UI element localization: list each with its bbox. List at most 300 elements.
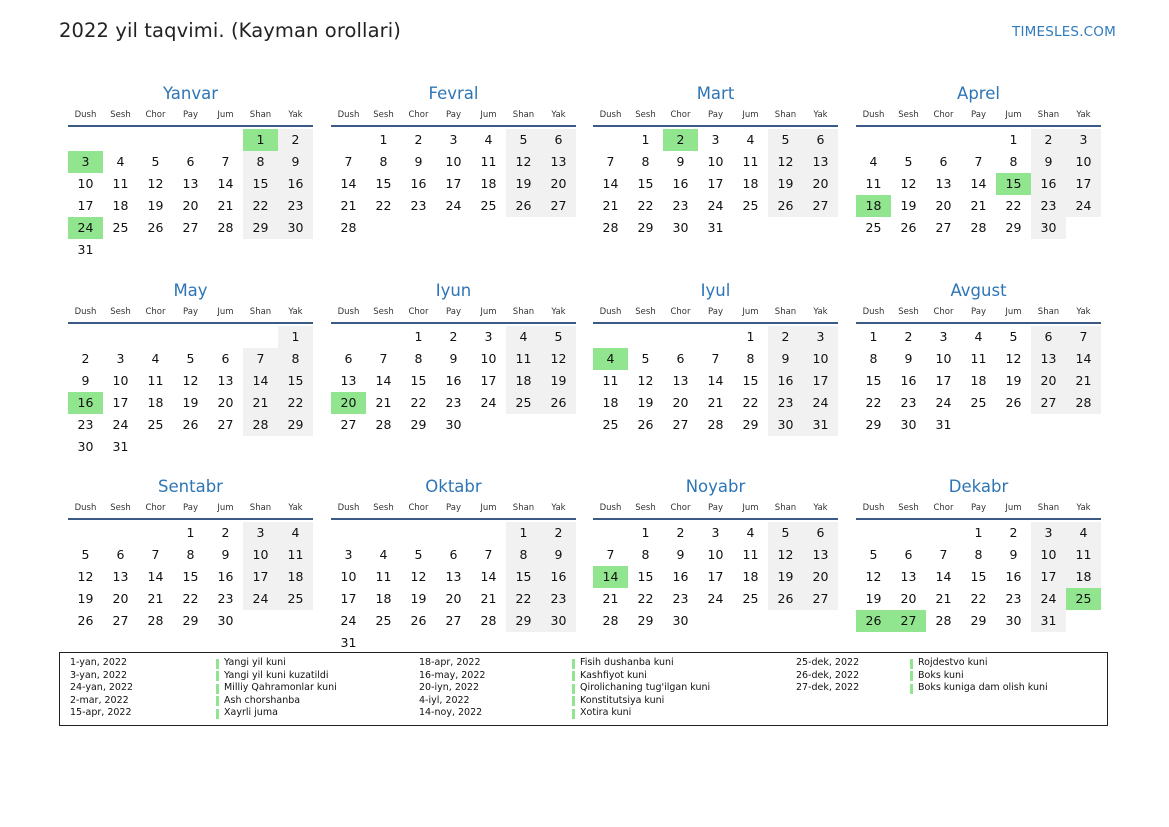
day-cell: 14 (1066, 348, 1101, 370)
day-cell: 24 (707, 591, 724, 606)
day-cell: 17 (243, 566, 278, 588)
day-cell: 30 (77, 439, 94, 454)
day-cell: 20 (803, 566, 838, 588)
legend-marker (910, 659, 913, 669)
day-cell: 16 (278, 173, 313, 195)
day-cell: 5 (1009, 329, 1018, 344)
day-cell: 14 (217, 176, 234, 191)
day-cell: 15 (278, 370, 313, 392)
day-cell: 26 (541, 392, 576, 414)
day-cell: 31 (112, 439, 129, 454)
legend-marker (216, 696, 219, 706)
weekday-label: Pay (971, 503, 986, 513)
day-cell: 8 (746, 351, 755, 366)
day-cell: 12 (77, 569, 94, 584)
day-cell: 17 (935, 373, 952, 388)
day-cell: 17 (340, 591, 357, 606)
day-cell: 1 (1009, 132, 1018, 147)
day-cell: 2 (676, 525, 685, 540)
day-cell: 20 (803, 173, 838, 195)
day-cell: 6 (186, 154, 195, 169)
header-divider (331, 322, 576, 324)
weekday-label: Jum (217, 307, 234, 317)
day-cell: 11 (742, 154, 759, 169)
month-name: Mart (696, 84, 735, 103)
day-cell: 19 (768, 173, 803, 195)
day-cell: 16 (445, 373, 462, 388)
day-cell: 3 (711, 132, 720, 147)
day-cell: 15 (637, 569, 654, 584)
legend-marker (910, 671, 913, 681)
day-cell: 21 (707, 395, 724, 410)
day-cell: 15 (410, 373, 427, 388)
weekday-label: Yak (1076, 503, 1091, 513)
day-cell: 27 (112, 613, 129, 628)
weekday-label: Chor (933, 110, 954, 120)
header-divider (331, 518, 576, 520)
weekday-label: Pay (446, 307, 461, 317)
day-cell: 15 (970, 569, 987, 584)
day-cell: 26 (1005, 395, 1022, 410)
day-cell: 10 (803, 348, 838, 370)
weekday-label: Chor (145, 110, 166, 120)
day-cell: 19 (900, 198, 917, 213)
legend-holiday-name: Qirolichaning tug'ilgan kuni (580, 682, 711, 693)
weekday-label: Sesh (110, 110, 131, 120)
legend-marker (216, 709, 219, 719)
day-cell: 6 (449, 547, 458, 562)
day-cell: 6 (904, 547, 913, 562)
day-cell: 9 (1031, 151, 1066, 173)
weekday-label: Jum (742, 503, 759, 513)
day-cell: 4 (746, 132, 755, 147)
day-cell: 17 (707, 569, 724, 584)
weekday-label: Sesh (110, 307, 131, 317)
day-cell: 13 (803, 544, 838, 566)
legend-holiday-name: Boks kuni (918, 669, 964, 681)
day-cell: 19 (77, 591, 94, 606)
weekday-label: Yak (813, 110, 828, 120)
weekday-label: Shan (249, 110, 272, 120)
day-cell: 13 (803, 151, 838, 173)
weekday-label: Dush (337, 110, 360, 120)
day-cell: 8 (414, 351, 423, 366)
day-cell: 13 (935, 176, 952, 191)
weekday-label: Sesh (898, 503, 919, 513)
day-cell: 7 (243, 348, 278, 370)
day-cell: 22 (243, 195, 278, 217)
day-cell: 21 (480, 591, 497, 606)
day-cell: 27 (1031, 392, 1066, 414)
weekday-label: Sesh (898, 110, 919, 120)
day-cell: 9 (278, 151, 313, 173)
day-cell: 28 (217, 220, 234, 235)
weekday-label: Yak (813, 307, 828, 317)
legend-holiday-name: Xayrli juma (224, 707, 278, 718)
day-cell: 24 (707, 198, 724, 213)
day-cell: 8 (1009, 154, 1018, 169)
day-cell: 20 (112, 591, 129, 606)
day-cell: 22 (506, 588, 541, 610)
weekday-label: Dush (74, 307, 97, 317)
day-cell: 25 (506, 392, 541, 414)
weekday-label: Dush (599, 110, 622, 120)
day-cell: 28 (602, 613, 619, 628)
day-cell: 29 (865, 417, 882, 432)
legend-holiday-name: Yangi yil kuni (224, 657, 286, 668)
weekday-label: Shan (774, 503, 797, 513)
legend-holiday-name: Rojdestvo kuni (918, 657, 988, 668)
weekday-label: Chor (670, 503, 691, 513)
day-cell: 23 (278, 195, 313, 217)
weekday-label: Chor (408, 307, 429, 317)
holiday-day-cell: 2 (663, 129, 698, 151)
weekday-label: Pay (708, 307, 723, 317)
day-cell: 7 (711, 351, 720, 366)
day-cell: 18 (742, 176, 759, 191)
weekday-label: Yak (288, 110, 303, 120)
weekday-label: Sesh (635, 503, 656, 513)
day-cell: 18 (1066, 566, 1101, 588)
day-cell: 18 (375, 591, 392, 606)
day-cell: 14 (480, 569, 497, 584)
day-cell: 29 (410, 417, 427, 432)
day-cell: 4 (116, 154, 125, 169)
day-cell: 30 (1031, 217, 1066, 239)
weekday-label: Shan (249, 307, 272, 317)
day-cell: 27 (935, 220, 952, 235)
day-cell: 18 (112, 198, 129, 213)
day-cell: 23 (541, 588, 576, 610)
day-cell: 25 (865, 220, 882, 235)
day-cell: 12 (865, 569, 882, 584)
weekday-label: Jum (1005, 503, 1022, 513)
day-cell: 22 (278, 392, 313, 414)
day-cell: 1 (641, 525, 650, 540)
day-cell: 19 (506, 173, 541, 195)
day-cell: 24 (480, 395, 497, 410)
day-cell: 14 (970, 176, 987, 191)
day-cell: 21 (217, 198, 234, 213)
day-cell: 4 (974, 329, 983, 344)
legend-date: 18-apr, 2022 (419, 657, 481, 668)
day-cell: 23 (768, 392, 803, 414)
day-cell: 23 (77, 417, 94, 432)
day-cell: 4 (506, 326, 541, 348)
day-cell: 10 (707, 547, 724, 562)
day-cell: 26 (637, 417, 654, 432)
weekday-label: Yak (1076, 110, 1091, 120)
day-cell: 25 (147, 417, 164, 432)
day-cell: 7 (221, 154, 230, 169)
day-cell: 24 (445, 198, 462, 213)
holiday-day-cell: 15 (996, 173, 1031, 195)
day-cell: 11 (278, 544, 313, 566)
day-cell: 20 (541, 173, 576, 195)
day-cell: 8 (243, 151, 278, 173)
day-cell: 30 (217, 613, 234, 628)
day-cell: 17 (1066, 173, 1101, 195)
weekday-label: Dush (337, 503, 360, 513)
day-cell: 5 (81, 547, 90, 562)
day-cell: 16 (217, 569, 234, 584)
day-cell: 20 (217, 395, 234, 410)
legend-marker (572, 671, 575, 681)
legend-marker (572, 684, 575, 694)
header-divider (331, 125, 576, 127)
legend-marker (216, 671, 219, 681)
legend-date: 25-dek, 2022 (796, 657, 860, 668)
day-cell: 2 (1031, 129, 1066, 151)
holiday-day-cell: 24 (68, 217, 103, 239)
day-cell: 2 (768, 326, 803, 348)
day-cell: 3 (484, 329, 493, 344)
weekday-label: Dush (74, 110, 97, 120)
day-cell: 7 (974, 154, 983, 169)
weekday-label: Chor (670, 307, 691, 317)
weekday-label: Sesh (110, 503, 131, 513)
day-cell: 21 (1066, 370, 1101, 392)
day-cell: 5 (768, 522, 803, 544)
legend-date: 3-yan, 2022 (70, 669, 127, 681)
header-divider (856, 125, 1101, 127)
weekday-label: Dush (862, 307, 885, 317)
day-cell: 23 (410, 198, 427, 213)
day-cell: 15 (243, 173, 278, 195)
day-cell: 17 (112, 395, 129, 410)
weekday-label: Dush (862, 503, 885, 513)
day-cell: 7 (606, 154, 615, 169)
day-cell: 29 (637, 613, 654, 628)
day-cell: 12 (1005, 351, 1022, 366)
day-cell: 25 (480, 198, 497, 213)
day-cell: 12 (541, 348, 576, 370)
day-cell: 6 (1031, 326, 1066, 348)
day-cell: 13 (340, 373, 357, 388)
day-cell: 7 (484, 547, 493, 562)
day-cell: 28 (970, 220, 987, 235)
month-name: Iyul (700, 281, 731, 300)
weekday-label: Jum (1005, 307, 1022, 317)
day-cell: 17 (1031, 566, 1066, 588)
day-cell: 16 (768, 370, 803, 392)
legend-date: 4-iyl, 2022 (419, 694, 470, 706)
day-cell: 26 (768, 195, 803, 217)
legend-date: 2-mar, 2022 (70, 694, 129, 706)
day-cell: 16 (541, 566, 576, 588)
day-cell: 26 (182, 417, 199, 432)
legend-marker (216, 684, 219, 694)
weekday-label: Sesh (635, 110, 656, 120)
weekday-label: Jum (480, 307, 497, 317)
day-cell: 2 (81, 351, 90, 366)
legend-date: 1-yan, 2022 (70, 657, 127, 668)
header-divider (856, 518, 1101, 520)
month-name: Oktabr (425, 477, 482, 496)
day-cell: 22 (410, 395, 427, 410)
day-cell: 13 (217, 373, 234, 388)
day-cell: 9 (449, 351, 458, 366)
day-cell: 26 (506, 195, 541, 217)
day-cell: 13 (445, 569, 462, 584)
day-cell: 5 (541, 326, 576, 348)
day-cell: 8 (641, 547, 650, 562)
weekday-label: Sesh (635, 307, 656, 317)
weekday-label: Pay (708, 503, 723, 513)
day-cell: 23 (672, 591, 689, 606)
day-cell: 10 (243, 544, 278, 566)
day-cell: 13 (541, 151, 576, 173)
day-cell: 14 (375, 373, 392, 388)
day-cell: 23 (1005, 591, 1022, 606)
weekday-label: Shan (512, 110, 535, 120)
day-cell: 3 (711, 525, 720, 540)
day-cell: 24 (1066, 195, 1101, 217)
day-cell: 30 (541, 610, 576, 632)
day-cell: 19 (541, 370, 576, 392)
month-name: Yanvar (162, 84, 219, 103)
weekday-label: Jum (742, 110, 759, 120)
day-cell: 7 (939, 547, 948, 562)
day-cell: 12 (182, 373, 199, 388)
day-cell: 12 (637, 373, 654, 388)
day-cell: 3 (939, 329, 948, 344)
legend-date: 14-noy, 2022 (419, 707, 483, 718)
legend-holiday-name: Yangi yil kuni kuzatildi (224, 669, 329, 681)
header-divider (856, 322, 1101, 324)
day-cell: 7 (606, 547, 615, 562)
day-cell: 18 (970, 373, 987, 388)
day-cell: 22 (1005, 198, 1022, 213)
day-cell: 9 (221, 547, 230, 562)
day-cell: 4 (484, 132, 493, 147)
day-cell: 1 (414, 329, 423, 344)
day-cell: 12 (506, 151, 541, 173)
day-cell: 27 (803, 588, 838, 610)
holiday-day-cell: 26 (856, 610, 891, 632)
day-cell: 29 (1005, 220, 1022, 235)
day-cell: 28 (147, 613, 164, 628)
day-cell: 16 (1005, 569, 1022, 584)
day-cell: 10 (112, 373, 129, 388)
header-divider (68, 518, 313, 520)
day-cell: 28 (375, 417, 392, 432)
weekday-label: Dush (337, 307, 360, 317)
legend-marker (216, 659, 219, 669)
day-cell: 17 (480, 373, 497, 388)
day-cell: 29 (742, 417, 759, 432)
legend-date: 15-apr, 2022 (70, 707, 132, 718)
weekday-label: Chor (408, 503, 429, 513)
day-cell: 24 (243, 588, 278, 610)
day-cell: 29 (637, 220, 654, 235)
day-cell: 16 (672, 569, 689, 584)
day-cell: 13 (1031, 348, 1066, 370)
legend-date: 16-may, 2022 (419, 669, 486, 681)
day-cell: 19 (637, 395, 654, 410)
weekday-label: Shan (774, 110, 797, 120)
day-cell: 31 (935, 417, 952, 432)
day-cell: 5 (768, 129, 803, 151)
day-cell: 1 (974, 525, 983, 540)
day-cell: 3 (243, 522, 278, 544)
day-cell: 5 (186, 351, 195, 366)
weekday-label: Shan (1037, 503, 1060, 513)
day-cell: 18 (506, 370, 541, 392)
legend-holiday-name: Kashfiyot kuni (580, 669, 647, 681)
day-cell: 17 (707, 176, 724, 191)
weekday-label: Dush (862, 110, 885, 120)
holiday-day-cell: 16 (68, 392, 103, 414)
legend-marker (910, 684, 913, 694)
day-cell: 3 (1031, 522, 1066, 544)
weekday-label: Chor (145, 307, 166, 317)
month-name: Aprel (957, 84, 1000, 103)
weekday-label: Shan (774, 307, 797, 317)
day-cell: 27 (541, 195, 576, 217)
day-cell: 26 (77, 613, 94, 628)
day-cell: 28 (1066, 392, 1101, 414)
day-cell: 10 (935, 351, 952, 366)
month-name: Sentabr (158, 477, 223, 496)
day-cell: 9 (541, 544, 576, 566)
weekday-label: Shan (249, 503, 272, 513)
weekday-label: Pay (183, 307, 198, 317)
weekday-label: Dush (599, 307, 622, 317)
weekday-label: Sesh (373, 110, 394, 120)
holiday-day-cell: 1 (243, 129, 278, 151)
weekday-label: Yak (551, 503, 566, 513)
day-cell: 20 (900, 591, 917, 606)
day-cell: 22 (182, 591, 199, 606)
day-cell: 6 (676, 351, 685, 366)
day-cell: 13 (112, 569, 129, 584)
month-name: Noyabr (685, 477, 746, 496)
day-cell: 15 (182, 569, 199, 584)
day-cell: 19 (865, 591, 882, 606)
weekday-label: Sesh (373, 503, 394, 513)
day-cell: 23 (217, 591, 234, 606)
day-cell: 17 (77, 198, 94, 213)
day-cell: 5 (151, 154, 160, 169)
day-cell: 29 (970, 613, 987, 628)
holiday-day-cell: 18 (856, 195, 891, 217)
weekday-label: Jum (217, 110, 234, 120)
site-link[interactable]: TIMESLES.COM (1012, 24, 1116, 40)
day-cell: 28 (935, 613, 952, 628)
day-cell: 31 (707, 220, 724, 235)
day-cell: 24 (935, 395, 952, 410)
day-cell: 21 (243, 392, 278, 414)
legend-date: 20-iyn, 2022 (419, 682, 480, 693)
holiday-day-cell: 27 (891, 610, 926, 632)
day-cell: 9 (676, 547, 685, 562)
day-cell: 28 (602, 220, 619, 235)
day-cell: 10 (77, 176, 94, 191)
day-cell: 19 (768, 566, 803, 588)
day-cell: 10 (1066, 151, 1101, 173)
holiday-day-cell: 3 (68, 151, 103, 173)
day-cell: 10 (340, 569, 357, 584)
day-cell: 27 (803, 195, 838, 217)
month-name: May (173, 281, 208, 300)
day-cell: 18 (278, 566, 313, 588)
day-cell: 20 (182, 198, 199, 213)
day-cell: 12 (768, 544, 803, 566)
day-cell: 9 (676, 154, 685, 169)
day-cell: 27 (445, 613, 462, 628)
weekday-label: Jum (480, 503, 497, 513)
